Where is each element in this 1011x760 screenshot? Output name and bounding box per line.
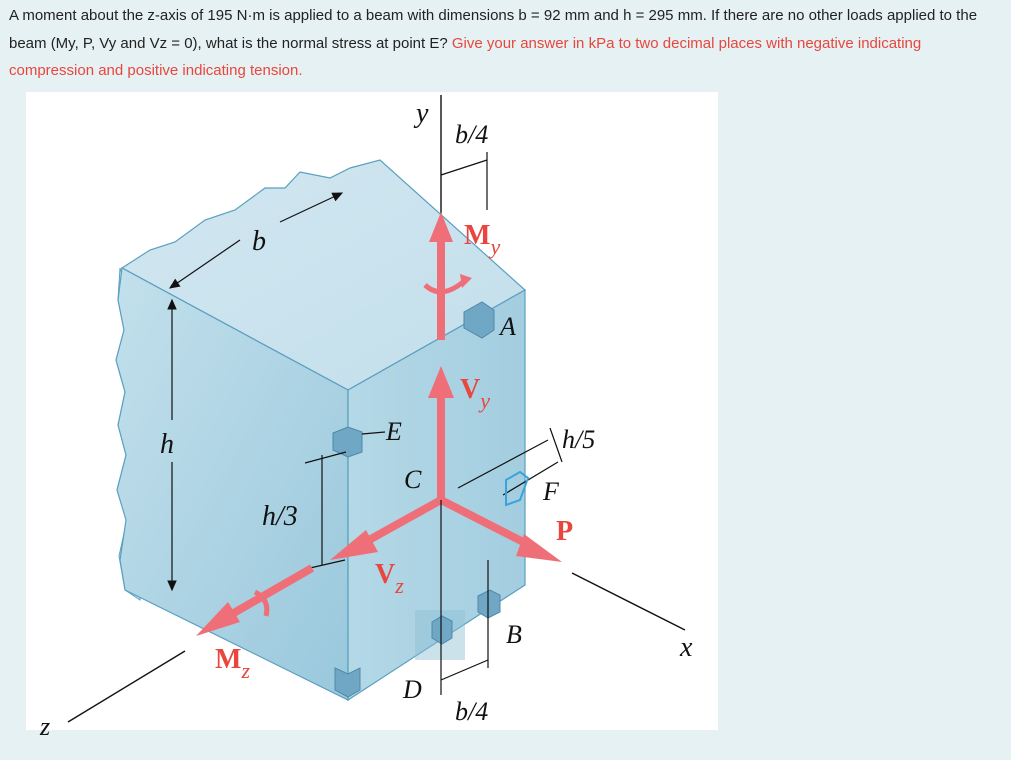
label-A: A [500,312,516,341]
label-Mz: $M_z$ [215,644,250,683]
label-B: B [506,620,522,649]
x-axis-line [572,573,685,630]
label-h: h [160,429,174,460]
label-h3: h/3 [262,501,298,532]
question-text [9,2,1004,85]
x-axis-label: x [680,632,693,663]
label-C: C [404,465,422,494]
label-My: $M_y$ [464,220,501,259]
label-Vz: $V_z$ [375,559,404,598]
label-D: D [403,675,422,704]
point-B-element [478,590,500,618]
label-b4-bottom: b/4 [455,697,489,726]
label-P: P [556,516,574,547]
z-axis-label: z [40,712,51,741]
label-h5: h/5 [562,425,596,454]
z-axis-line [68,651,185,722]
label-E: E [386,417,402,446]
label-F: F [543,477,559,506]
point-E-element [333,427,362,457]
label-Vy: $V_y$ [460,374,490,413]
label-b4-top: b/4 [455,120,489,149]
label-b: b [252,226,266,257]
question-instruction: Give your answer in kPa to two decimal places with negative indicating compression and positive indicating tension. [9,34,922,79]
bottom-element [432,616,452,644]
question-body: A moment about the z-axis of 195 N·m is applied to a beam with dimensions b = 92 mm and h = 295 mm. If there are no other loads applied to the beam (My, P, Vy and Vz = 0), what is the normal stress at point E? [9,7,978,52]
beam-diagram [0,92,1011,760]
y-axis-label: y [416,98,429,129]
